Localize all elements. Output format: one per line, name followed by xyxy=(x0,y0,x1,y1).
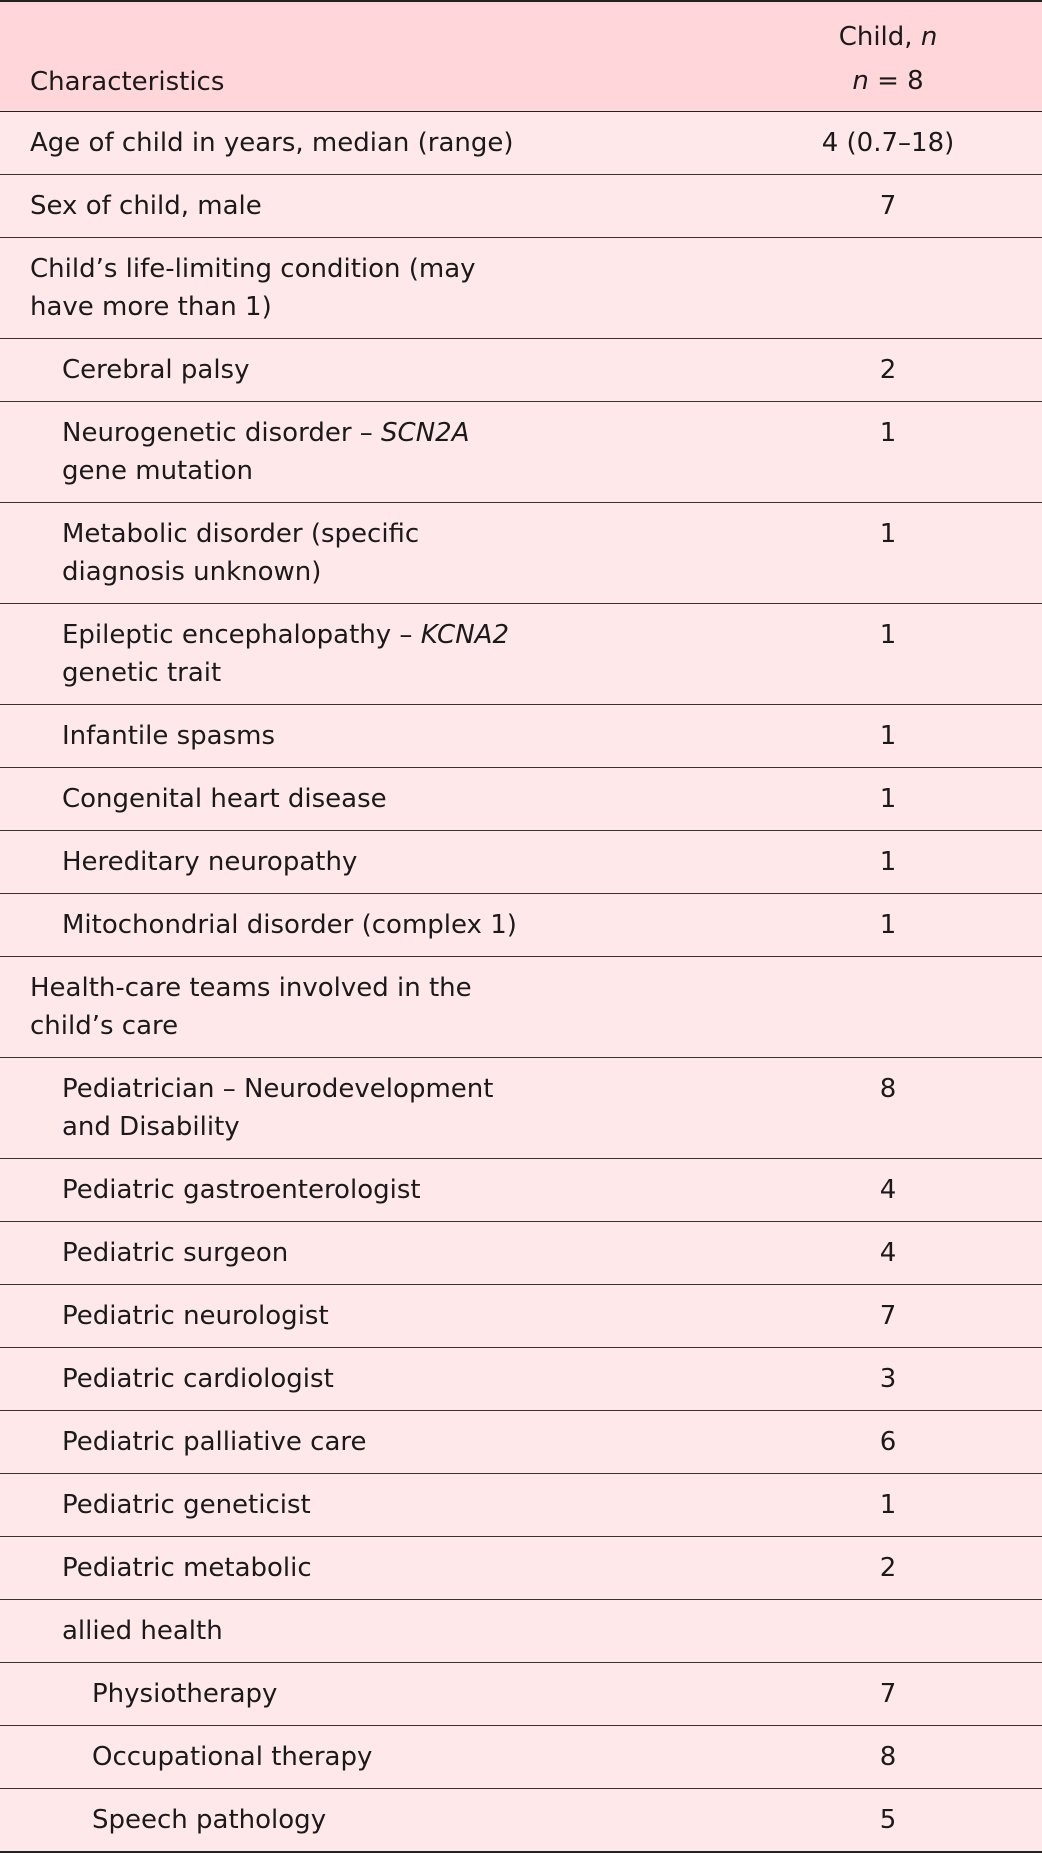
row-label xyxy=(0,401,734,502)
row-label-text xyxy=(62,1234,288,1272)
row-label-text xyxy=(30,250,520,326)
row-value: 1 xyxy=(879,783,897,814)
row-value: 3 xyxy=(879,1363,897,1394)
row-value: 2 xyxy=(879,354,897,385)
row-value: 2 xyxy=(879,1552,897,1583)
table-row xyxy=(0,603,1042,704)
row-label-text xyxy=(62,717,275,755)
row-label-main: Cerebral palsy xyxy=(62,354,250,385)
header-sample-size xyxy=(734,59,1042,103)
row-label-main: Child’s life-limiting condition (may have more than 1) xyxy=(30,253,476,322)
header-child-title xyxy=(734,15,1042,59)
table-row xyxy=(0,338,1042,401)
row-label-main: Age of child in years, median (range) xyxy=(30,127,514,158)
row-label-main: Sex of child, male xyxy=(30,190,262,221)
row-value: 7 xyxy=(879,190,897,221)
row-value: 6 xyxy=(879,1426,897,1457)
row-label xyxy=(0,603,734,704)
row-value: 4 xyxy=(879,1237,897,1268)
row-label-text xyxy=(62,616,542,692)
row-label-main: Neurogenetic disorder – xyxy=(62,417,382,448)
table-body xyxy=(0,111,1042,1852)
row-value: 7 xyxy=(879,1678,897,1709)
row-label-main: Physiotherapy xyxy=(92,1678,278,1709)
header-n-value: = 8 xyxy=(868,66,924,97)
row-label-main: Congenital heart disease xyxy=(62,783,387,814)
row-label-main: Metabolic disorder (specific diagnosis unknown) xyxy=(62,518,420,587)
row-label-main: Epileptic encephalopathy – xyxy=(62,619,421,650)
row-label-text xyxy=(62,1423,367,1461)
row-label-main: Infantile spasms xyxy=(62,720,276,751)
table-row xyxy=(0,1284,1042,1347)
table-row xyxy=(0,1410,1042,1473)
table-row xyxy=(0,1473,1042,1536)
row-label xyxy=(0,1599,734,1662)
row-value: 8 xyxy=(879,1073,897,1104)
row-label xyxy=(0,1347,734,1410)
row-label xyxy=(0,338,734,401)
row-label-main: Pediatric neurologist xyxy=(62,1300,329,1331)
row-label xyxy=(0,893,734,956)
table-row xyxy=(0,1599,1042,1662)
table-row xyxy=(0,237,1042,338)
row-label xyxy=(0,1158,734,1221)
row-label-text xyxy=(92,1675,277,1713)
row-label xyxy=(0,174,734,237)
row-value: 1 xyxy=(879,846,897,877)
row-label-text xyxy=(92,1801,326,1839)
row-value: 1 xyxy=(879,909,897,940)
row-value: 1 xyxy=(879,518,897,549)
table-row xyxy=(0,502,1042,603)
row-value: 1 xyxy=(879,720,897,751)
row-label-text xyxy=(92,1738,372,1776)
row-label xyxy=(0,830,734,893)
row-label-main: Pediatric geneticist xyxy=(62,1489,311,1520)
header-child-text: Child, xyxy=(838,22,921,53)
row-label-text xyxy=(62,515,542,591)
row-label-text xyxy=(62,1297,329,1335)
table-row xyxy=(0,956,1042,1057)
row-value: 1 xyxy=(879,1489,897,1520)
row-label-main: Pediatric surgeon xyxy=(62,1237,289,1268)
row-value xyxy=(734,237,1042,338)
row-value xyxy=(734,956,1042,1057)
table-row xyxy=(0,893,1042,956)
header-n-italic: n xyxy=(852,66,869,97)
row-label-text xyxy=(30,124,514,162)
table-row xyxy=(0,401,1042,502)
row-label-main: Mitochondrial disorder (complex 1) xyxy=(62,909,517,940)
row-label xyxy=(0,502,734,603)
table-row xyxy=(0,1158,1042,1221)
row-label-main: Pediatric palliative care xyxy=(62,1426,367,1457)
row-label xyxy=(0,1473,734,1536)
row-value: 4 xyxy=(879,1174,897,1205)
row-label-text xyxy=(62,1070,542,1146)
row-label-main: Pediatrician – Neurodevelopment and Disability xyxy=(62,1073,494,1142)
header-child-n xyxy=(734,1,1042,111)
row-value xyxy=(734,1599,1042,1662)
row-label xyxy=(0,1057,734,1158)
row-label-main: allied health xyxy=(62,1615,223,1646)
table-row xyxy=(0,1536,1042,1599)
row-value: 8 xyxy=(879,1741,897,1772)
row-value: 7 xyxy=(879,1300,897,1331)
row-value: 5 xyxy=(879,1804,897,1835)
row-label-main: Hereditary neuropathy xyxy=(62,846,358,877)
row-label-main: Speech pathology xyxy=(92,1804,327,1835)
header-characteristics: Characteristics xyxy=(30,66,225,97)
table-row xyxy=(0,111,1042,174)
row-label xyxy=(0,1284,734,1347)
row-value: 4 (0.7–18) xyxy=(821,127,955,158)
table-row xyxy=(0,1725,1042,1788)
row-label-text xyxy=(62,351,249,389)
row-label xyxy=(0,1410,734,1473)
table-row xyxy=(0,174,1042,237)
table-row xyxy=(0,1347,1042,1410)
row-label-text xyxy=(30,969,520,1045)
table-row xyxy=(0,1662,1042,1725)
row-label-text xyxy=(62,414,542,490)
table-row xyxy=(0,1221,1042,1284)
row-label-main: Occupational therapy xyxy=(92,1741,373,1772)
row-label-text xyxy=(62,1549,312,1587)
row-label xyxy=(0,767,734,830)
row-label-text xyxy=(30,187,262,225)
row-label-suffix: gene mutation xyxy=(62,455,253,486)
row-label xyxy=(0,237,734,338)
row-label xyxy=(0,956,734,1057)
row-label-text xyxy=(62,843,357,881)
table-header-row xyxy=(0,1,1042,111)
row-label-text xyxy=(62,780,387,818)
table-row xyxy=(0,704,1042,767)
row-label-gene: SCN2A xyxy=(381,417,470,448)
row-label xyxy=(0,1536,734,1599)
table-row xyxy=(0,1057,1042,1158)
row-label-text xyxy=(62,1360,334,1398)
row-label xyxy=(0,111,734,174)
row-label-text xyxy=(62,1171,421,1209)
row-value: 1 xyxy=(879,417,897,448)
row-label-gene: KCNA2 xyxy=(420,619,509,650)
row-label-main: Pediatric metabolic xyxy=(62,1552,312,1583)
row-label-main: Health-care teams involved in the child’s care xyxy=(30,972,472,1041)
row-label-main: Pediatric gastroenterologist xyxy=(62,1174,421,1205)
row-label-main: Pediatric cardiologist xyxy=(62,1363,334,1394)
row-label-suffix: genetic trait xyxy=(62,657,222,688)
table-row xyxy=(0,830,1042,893)
row-label-text xyxy=(62,906,517,944)
row-label xyxy=(0,704,734,767)
row-label xyxy=(0,1221,734,1284)
row-label-text xyxy=(62,1612,223,1650)
row-label xyxy=(0,1662,734,1725)
table-row xyxy=(0,767,1042,830)
row-value: 1 xyxy=(879,619,897,650)
row-label-text xyxy=(62,1486,311,1524)
header-child-n-italic: n xyxy=(920,22,938,53)
row-label xyxy=(0,1725,734,1788)
